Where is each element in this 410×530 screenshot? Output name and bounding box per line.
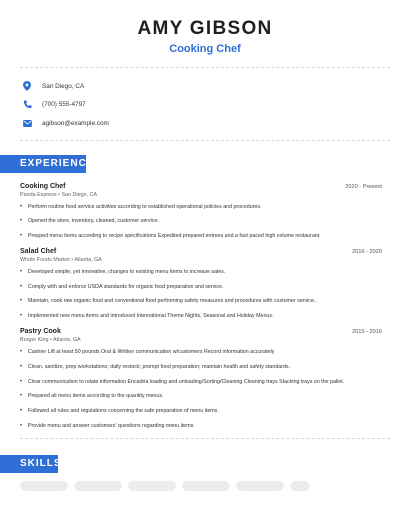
location-pin-icon bbox=[22, 81, 32, 91]
job-company: Whole Foods Market • Atlanta, GA bbox=[20, 256, 102, 263]
job-dates: 2016 - 2020 bbox=[352, 248, 382, 255]
skill-chip bbox=[236, 481, 284, 491]
contact-email-text: agibson@example.com bbox=[42, 119, 109, 127]
skills-list bbox=[0, 481, 410, 491]
job-bullet: • Prepared all menu items according to the quantity menus. bbox=[20, 393, 382, 401]
job-entry bbox=[20, 183, 382, 241]
skill-chip bbox=[74, 481, 122, 491]
job-bullet: • Maintain, cook raw organic food and conventional food performing safety measures and procedures with customer service.. bbox=[20, 298, 382, 306]
job-entry bbox=[20, 248, 382, 321]
job-bullet: • Prepped menu items according to recipe specifications Expedited prepared entrees and a fast paced high volume restaurant. bbox=[20, 233, 382, 241]
job-title: Salad Chef bbox=[20, 247, 57, 255]
job-bullet: • Implemented new menu items and introduced International Theme Nights, Seasonal and Holiday Menus. bbox=[20, 313, 382, 321]
job-bullet: • Provide menu and answer customers' questions regarding menu items. bbox=[20, 423, 382, 431]
contact-email bbox=[22, 114, 410, 132]
job-bullet: • Developed simple, yet innovative, changes to existing menu items to increase sales. bbox=[20, 269, 382, 277]
candidate-title: Cooking Chef bbox=[169, 43, 241, 55]
skill-chip bbox=[182, 481, 230, 491]
contact-phone bbox=[22, 96, 410, 114]
experience-section bbox=[0, 183, 410, 431]
job-bullet: • Perform routine food service activities according to established operational policies and procedures. bbox=[20, 204, 382, 212]
skill-chip bbox=[20, 481, 68, 491]
job-bullet: • Clean, sanitize, prep workstations; daily restock; prompt food preparation; maintain health and safety standards. bbox=[20, 364, 382, 372]
job-bullet: • Cashier Lift at least 50 pounds Oral & Written communication w/customers Record information accurately bbox=[20, 349, 382, 357]
job-bullet: • Opened the store, inventory, cleaned, customer service. bbox=[20, 218, 382, 226]
skill-chip bbox=[290, 481, 310, 491]
job-bullet: • Followed all rules and regulations concerning the safe preparation of menu items. bbox=[20, 408, 382, 416]
contact-list bbox=[0, 68, 410, 140]
candidate-name: AMY GIBSON bbox=[137, 18, 273, 39]
job-bullets bbox=[20, 269, 382, 321]
section-heading-skills: SKILLS bbox=[0, 455, 58, 473]
skill-chip bbox=[128, 481, 176, 491]
job-bullet: • Comply with and enforce USDA standards for organic food preparation and service. bbox=[20, 284, 382, 292]
resume-header bbox=[0, 0, 410, 55]
job-bullet: • Clear communication to relate information Encadria loading and unloading/Sorting/Cleaning Cleaning trays Stacking trays on the pallet. bbox=[20, 379, 382, 387]
contact-phone-text: (700) 555-4797 bbox=[42, 101, 86, 108]
divider bbox=[20, 140, 390, 141]
job-dates: 2015 - 2016 bbox=[352, 329, 382, 336]
job-entry bbox=[20, 328, 382, 431]
job-bullets bbox=[20, 349, 382, 431]
job-company: Panda Express • San Diego, CA bbox=[20, 191, 98, 198]
job-title: Pastry Cook bbox=[20, 328, 61, 336]
contact-location bbox=[22, 77, 410, 95]
job-company: Burger King • Atlanta, GA bbox=[20, 337, 81, 344]
contact-location-text: San Diego, CA bbox=[42, 82, 85, 90]
job-title: Cooking Chef bbox=[20, 182, 66, 190]
job-bullets bbox=[20, 204, 382, 241]
job-dates: 2020 - Present bbox=[345, 183, 382, 190]
email-icon bbox=[22, 118, 32, 128]
divider bbox=[20, 438, 390, 439]
section-heading-experience: EXPERIENCE bbox=[0, 155, 86, 173]
phone-icon bbox=[22, 100, 32, 110]
